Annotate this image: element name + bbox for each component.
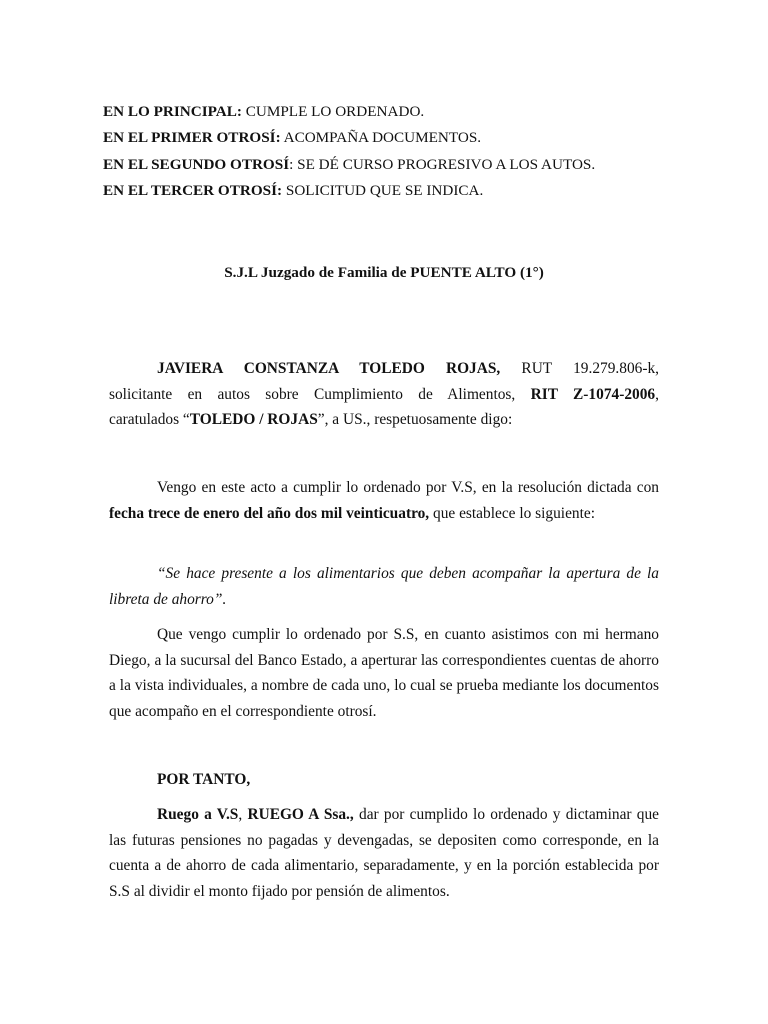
petition-ruego: Ruego a V.S <box>157 806 239 823</box>
petition-text: , <box>238 806 248 823</box>
intro-paragraph <box>109 356 659 433</box>
sumilla-line-primer-otrosi <box>103 125 595 151</box>
sumilla-block <box>103 99 595 205</box>
sumilla-line-tercer-otrosi <box>103 178 595 204</box>
resolution-text: que establece lo siguiente: <box>429 504 595 522</box>
intro-line-1 <box>109 356 659 382</box>
quoted-resolution: “Se hace presente a los alimentarios que deben acompañar la apertura de la libreta de ahorro”. <box>109 565 659 608</box>
caratula: TOLEDO / ROJAS <box>189 411 318 429</box>
sumilla-label: EN LO PRINCIPAL: <box>103 103 242 120</box>
petition-paragraph <box>109 802 659 904</box>
sumilla-line-principal <box>103 99 595 125</box>
sumilla-line-segundo-otrosi <box>103 152 595 178</box>
intro-line-2 <box>109 382 659 408</box>
resolution-text: Vengo en este acto a cumplir lo ordenado por V.S, en la resolución dictada con <box>157 479 659 496</box>
rit-number: RIT Z-1074-2006 <box>530 385 656 403</box>
intro-text: , <box>655 385 659 403</box>
petitioner-name: JAVIERA CONSTANZA TOLEDO ROJAS, <box>157 360 501 377</box>
sumilla-text: CUMPLE LO ORDENADO. <box>241 103 425 120</box>
sumilla-label: EN EL PRIMER OTROSÍ: <box>103 129 281 147</box>
resolution-date: fecha trece de enero del año dos mil veinticuatro, <box>109 504 430 522</box>
resolution-paragraph <box>109 475 659 526</box>
sumilla-label: EN EL TERCER OTROSÍ: <box>103 182 283 200</box>
intro-text: caratulados “ <box>109 411 190 429</box>
sumilla-text: ACOMPAÑA DOCUMENTOS. <box>280 129 482 147</box>
sumilla-text: : SE DÉ CURSO PROGRESIVO A LOS AUTOS. <box>289 155 596 173</box>
petition-ruego-ssa: RUEGO A Ssa., <box>247 806 354 823</box>
court-heading: S.J.L Juzgado de Familia de PUENTE ALTO (1°) <box>224 264 544 281</box>
por-tanto-heading: POR TANTO, <box>157 771 251 788</box>
intro-line-3 <box>109 411 512 428</box>
intro-text: solicitante en autos sobre Cumplimiento de Alimentos, <box>109 385 531 403</box>
intro-text: ”, a US., respetuosamente digo: <box>317 411 513 429</box>
sumilla-label: EN EL SEGUNDO OTROSÍ <box>103 155 290 173</box>
compliance-paragraph: Que vengo cumplir lo ordenado por S.S, en cuanto asistimos con mi hermano Diego, a la sucursal del Banco Estado, a aperturar las correspondientes cuentas de ahorro a la vista individuales, a nombre de cada uno, lo cual se prueba mediante los documentos que acompaño en el correspondiente otrosí. <box>109 626 659 720</box>
petition-text: dar por cumplido lo ordenado y dictaminar que las futuras pensiones no pagadas y devengadas, se depositen como corresponde, en la cuenta a de ahorro de cada alimentario, separadamente, y en la porción establecida por S.S al dividir el monto fijado por pensión de alimentos. <box>109 806 660 900</box>
rut: RUT 19.279.806-k, <box>500 360 660 377</box>
sumilla-text: SOLICITUD QUE SE INDICA. <box>282 182 484 200</box>
